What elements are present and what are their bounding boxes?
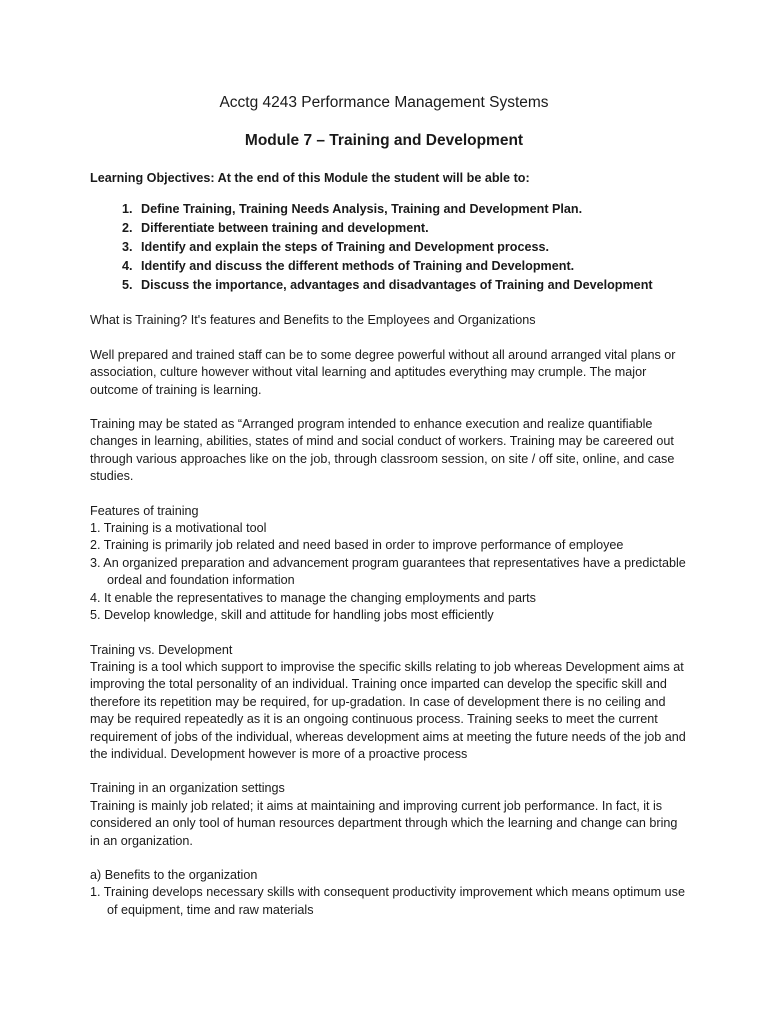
objectives-heading: Learning Objectives: At the end of this Module the student will be able to:: [90, 171, 530, 185]
feature-item: 3. An organized preparation and advancement program guarantees that representatives have a predictable ordeal and foundation information: [90, 555, 686, 588]
features-list: [90, 520, 690, 624]
feature-item: 4. It enable the representatives to manage the changing employments and parts: [90, 590, 536, 605]
feature-item: 5. Develop knowledge, skill and attitude for handling jobs most efficiently: [90, 608, 494, 623]
objective-item: 2. Differentiate between training and development.: [136, 219, 690, 238]
section-heading-benefits: a) Benefits to the organization: [90, 867, 258, 882]
benefits-list: [90, 884, 690, 919]
section-heading-training-vs-development: Training vs. Development: [90, 642, 233, 657]
document-body: [90, 170, 690, 919]
paragraph: Training is a tool which support to improvise the specific skills relating to job whereas Development aims at improving the total personality of an individual. Training once imparted can develop the specific skill and therefore its repetition may be required, for up-gradation. In case of development there is no ceiling and may be required repeatedly as it is an ongoing continuous process. Training seeks to meet the current requirement of jobs of the individual, whereas development aims at meeting the future needs of the job and the individual. Development however is more of a proactive process: [90, 659, 686, 761]
objective-item: 1. Define Training, Training Needs Analysis, Training and Development Plan.: [136, 200, 690, 219]
feature-item: 1. Training is a motivational tool: [90, 521, 267, 536]
section-heading-organization: Training in an organization settings: [90, 781, 285, 796]
benefit-item: 1. Training develops necessary skills with consequent productivity improvement which means optimum use of equipment, time and raw materials: [90, 885, 685, 917]
feature-item: 2. Training is primarily job related and need based in order to improve performance of employee: [90, 538, 624, 553]
course-title: Acctg 4243 Performance Management Systems: [219, 94, 549, 111]
paragraph: Well prepared and trained staff can be to some degree powerful without all around arranged vital plans or association, culture however without vital learning and aptitudes everything may crumple. The major outcome of training is learning.: [90, 347, 676, 397]
objective-item: 5. Discuss the importance, advantages and disadvantages of Training and Development: [136, 276, 690, 295]
paragraph: Training may be stated as “Arranged program intended to enhance execution and realize quantifiable changes in learning, abilities, states of mind and social conduct of workers. Training may be careered out through various approaches like on the job, through classroom session, on site / off site, online, and case studies.: [90, 417, 675, 484]
module-title: Module 7 – Training and Development: [244, 132, 524, 149]
section-heading-what-is-training: What is Training? It's features and Benefits to the Employees and Organizations: [90, 313, 536, 328]
paragraph: Training is mainly job related; it aims at maintaining and improving current job performance. In fact, it is considered an only tool of human resources department through which the learning and change can bring in an organization.: [90, 798, 678, 848]
objective-item: 3. Identify and explain the steps of Training and Development process.: [136, 238, 690, 257]
section-heading-features: Features of training: [90, 503, 199, 518]
objectives-list: [90, 200, 690, 295]
objective-item: 4. Identify and discuss the different methods of Training and Development.: [136, 257, 690, 276]
